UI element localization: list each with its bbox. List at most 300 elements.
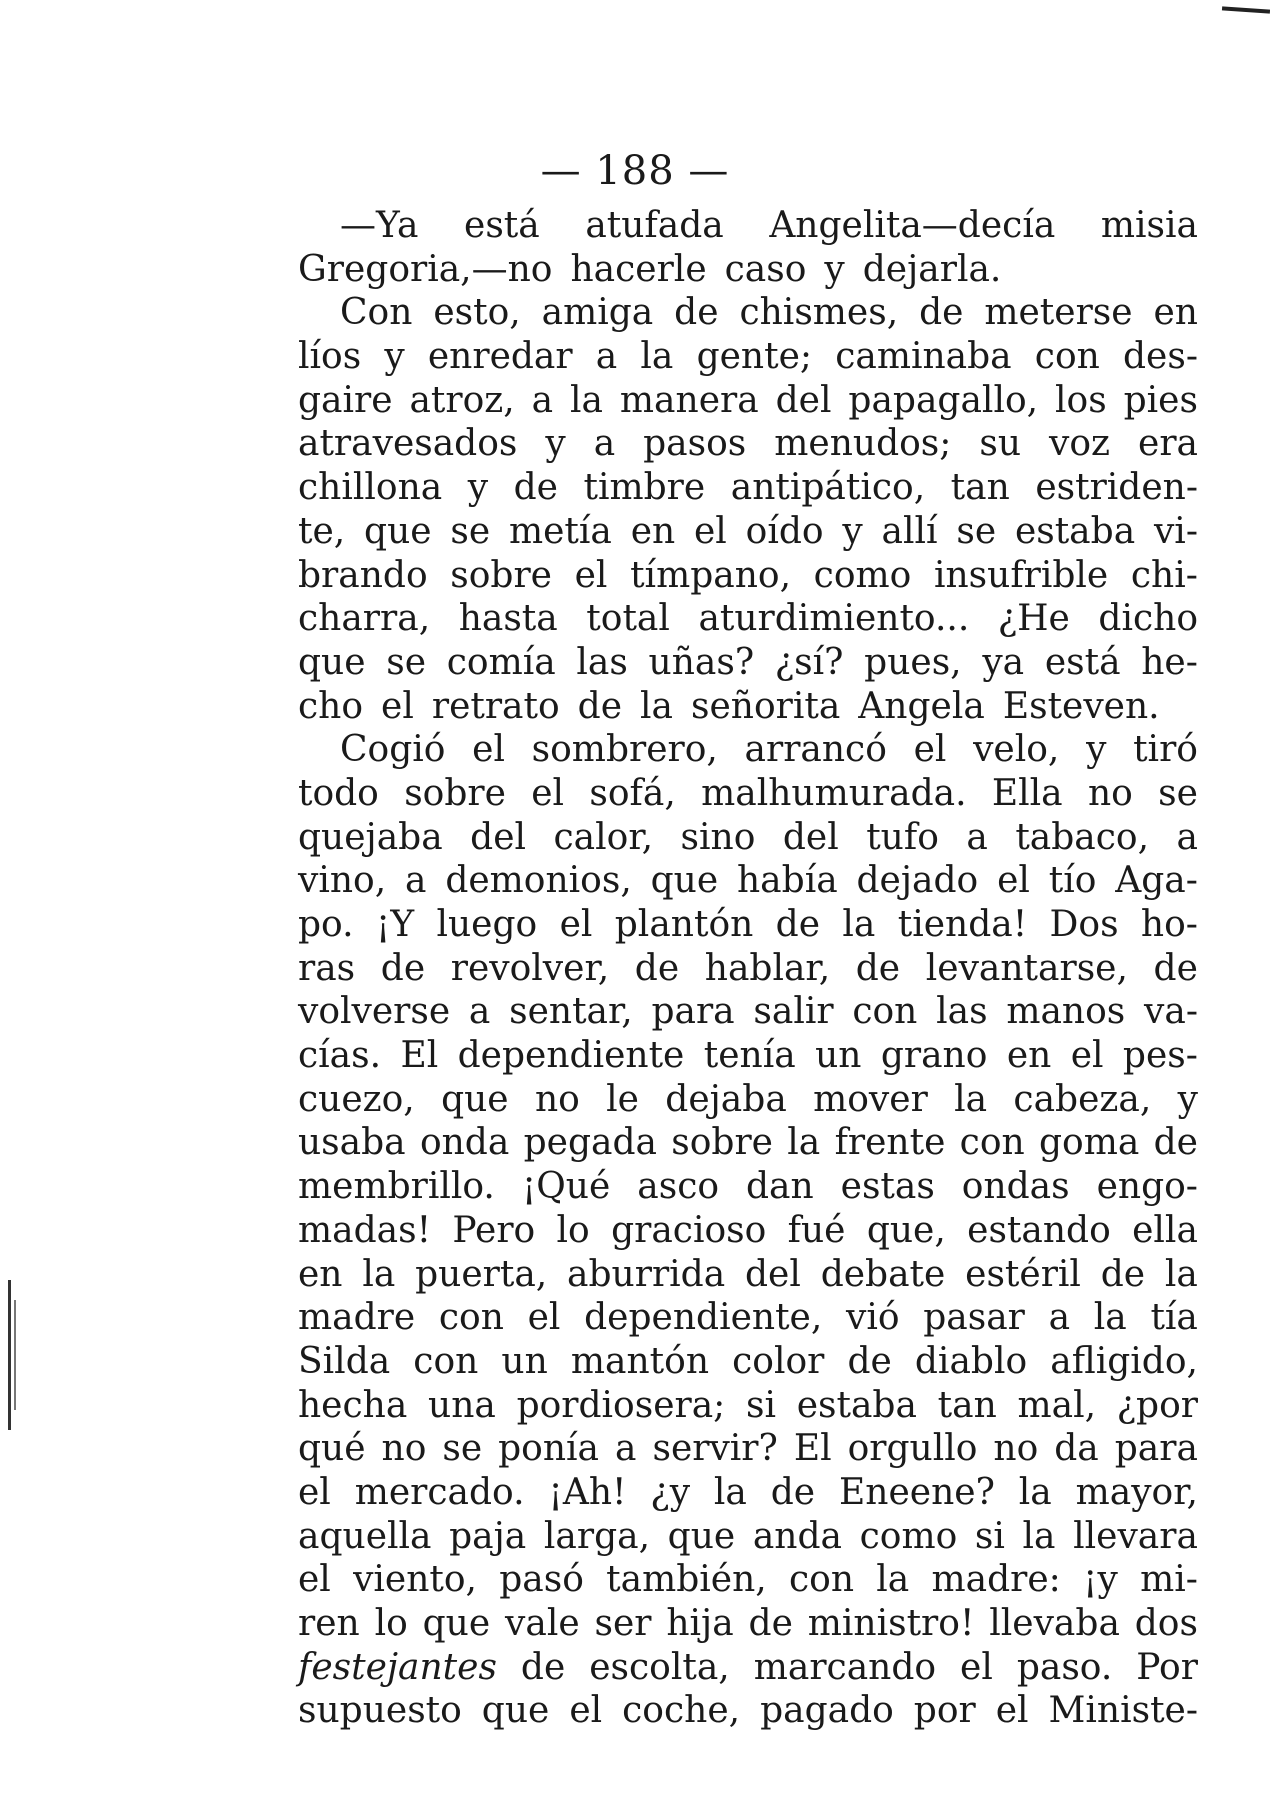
word: madas! bbox=[298, 1209, 432, 1251]
word: el bbox=[531, 772, 565, 814]
word: metía bbox=[508, 510, 612, 552]
word: El bbox=[793, 1428, 832, 1470]
word: el bbox=[569, 1690, 603, 1732]
word: atroz, bbox=[409, 379, 515, 421]
word: a bbox=[1048, 1297, 1071, 1339]
word: Dos bbox=[1049, 904, 1119, 945]
word: el bbox=[559, 904, 593, 945]
word: dos bbox=[1134, 1603, 1198, 1644]
word: atufada bbox=[585, 205, 724, 246]
word: de bbox=[855, 947, 901, 989]
word: señorita bbox=[691, 685, 841, 727]
word: que bbox=[422, 1603, 491, 1644]
word: mayor, bbox=[1075, 1471, 1198, 1513]
word: si bbox=[746, 1384, 777, 1426]
word: la bbox=[842, 904, 876, 945]
word: hija bbox=[666, 1603, 734, 1644]
word: volverse bbox=[298, 991, 451, 1033]
word: festejantes bbox=[298, 1646, 497, 1688]
word: de bbox=[748, 1603, 793, 1644]
word: tabaco, bbox=[1015, 816, 1150, 858]
text-line bbox=[298, 1034, 1198, 1078]
text-line bbox=[298, 1602, 1198, 1646]
word: ¿He bbox=[997, 598, 1070, 640]
word: estaba bbox=[1014, 510, 1136, 552]
word: para bbox=[651, 991, 735, 1033]
word: del bbox=[782, 816, 839, 858]
word: ¿sí? bbox=[774, 641, 844, 683]
word: a bbox=[966, 816, 988, 858]
word: meterse bbox=[984, 292, 1133, 334]
word: de bbox=[770, 1471, 816, 1513]
text-line bbox=[298, 859, 1198, 903]
word: para bbox=[1114, 1428, 1198, 1470]
word: qué bbox=[298, 1428, 366, 1470]
word: la bbox=[640, 685, 673, 727]
word: la bbox=[713, 1471, 747, 1513]
word: retrato bbox=[431, 685, 560, 727]
text-line bbox=[298, 1558, 1198, 1602]
word: un bbox=[501, 1340, 548, 1382]
text-line bbox=[298, 1689, 1198, 1733]
word: a bbox=[531, 379, 554, 421]
text-line bbox=[298, 816, 1198, 860]
word: ministro! bbox=[807, 1603, 975, 1644]
word: un bbox=[815, 1035, 862, 1077]
word: gente; bbox=[696, 336, 813, 378]
word: plantón bbox=[614, 904, 754, 945]
word: tío bbox=[1048, 860, 1097, 902]
text-line bbox=[298, 1165, 1198, 1209]
word: el bbox=[472, 729, 505, 771]
word: cabeza, bbox=[1013, 1078, 1152, 1120]
word: de bbox=[674, 292, 719, 334]
word: Ministe- bbox=[1048, 1690, 1198, 1732]
word: de bbox=[577, 685, 623, 727]
word: orgullo bbox=[847, 1428, 978, 1470]
word: que bbox=[364, 510, 432, 552]
word: atravesados bbox=[298, 423, 518, 465]
word: calor, bbox=[553, 816, 654, 858]
word: pegada bbox=[523, 1122, 657, 1164]
word: gaire bbox=[298, 379, 393, 421]
word: se bbox=[956, 510, 997, 552]
word: caso bbox=[724, 248, 807, 290]
word: fué bbox=[787, 1209, 846, 1251]
word: Silda bbox=[298, 1340, 391, 1382]
word: comía bbox=[446, 641, 556, 683]
word: sobre bbox=[404, 772, 506, 814]
text-line bbox=[298, 1384, 1198, 1428]
word: en bbox=[630, 510, 676, 552]
word: la bbox=[954, 1078, 988, 1120]
word: y bbox=[824, 248, 845, 290]
word: cuezo, bbox=[298, 1078, 415, 1120]
text-line bbox=[298, 1646, 1198, 1690]
text-line bbox=[298, 335, 1198, 379]
word: y bbox=[1177, 1078, 1198, 1120]
word: no bbox=[993, 1428, 1039, 1470]
word: aburrida bbox=[567, 1253, 726, 1295]
word: la bbox=[876, 1559, 910, 1601]
word: sino bbox=[680, 816, 756, 858]
word: del bbox=[745, 1253, 801, 1295]
word: amiga bbox=[541, 292, 654, 334]
word: sobre bbox=[671, 1122, 773, 1164]
word: la bbox=[362, 1253, 396, 1295]
word: charra, bbox=[298, 598, 431, 640]
word: el bbox=[995, 1690, 1029, 1732]
word: manera bbox=[619, 379, 759, 421]
word: onda bbox=[419, 1122, 510, 1164]
word: el bbox=[1070, 1035, 1104, 1077]
word: no bbox=[1087, 772, 1133, 814]
word: y bbox=[467, 467, 489, 509]
word: dejaba bbox=[665, 1078, 787, 1120]
word: Por bbox=[1136, 1646, 1198, 1688]
word: enredar bbox=[427, 336, 573, 378]
word: la bbox=[1093, 1297, 1127, 1339]
word: va- bbox=[1144, 991, 1198, 1033]
word: pasar bbox=[923, 1297, 1025, 1339]
text-line bbox=[298, 379, 1198, 423]
text-line bbox=[298, 1471, 1198, 1515]
word: con bbox=[438, 1297, 504, 1339]
word: revolver, bbox=[450, 947, 610, 989]
word: a bbox=[405, 860, 427, 902]
word: Angela bbox=[858, 685, 985, 727]
word: si bbox=[974, 1515, 1005, 1557]
word: pes- bbox=[1122, 1035, 1198, 1077]
word: da bbox=[1054, 1428, 1099, 1470]
word: ser bbox=[594, 1603, 652, 1644]
word: allí bbox=[881, 510, 938, 552]
word: a bbox=[593, 423, 616, 465]
word: engo- bbox=[1096, 1166, 1198, 1208]
word: malhumurada. bbox=[701, 772, 967, 814]
word: arrancó bbox=[744, 729, 887, 771]
word: quejaba bbox=[298, 816, 443, 858]
word: como bbox=[813, 554, 912, 596]
word: ¿y bbox=[650, 1471, 691, 1513]
word: en bbox=[1153, 292, 1198, 334]
word: ya bbox=[982, 641, 1025, 683]
word: menudos; bbox=[774, 423, 952, 465]
word: sobre bbox=[450, 554, 552, 596]
word: diablo bbox=[914, 1340, 1028, 1382]
word: chi- bbox=[1130, 554, 1198, 596]
word: estriden- bbox=[1035, 467, 1198, 509]
word: voz bbox=[1049, 423, 1111, 465]
text-line bbox=[298, 1515, 1198, 1559]
word: de bbox=[520, 1646, 566, 1688]
word: la bbox=[1022, 1515, 1056, 1557]
word: con bbox=[413, 1340, 479, 1382]
word: ren bbox=[298, 1603, 360, 1644]
word: con bbox=[1034, 336, 1100, 378]
word: tía bbox=[1150, 1297, 1198, 1339]
word: de bbox=[634, 947, 680, 989]
word: vi- bbox=[1153, 510, 1198, 552]
word: gracioso bbox=[611, 1209, 767, 1251]
word: está bbox=[1044, 641, 1121, 683]
word: que, bbox=[866, 1209, 946, 1251]
word: de bbox=[847, 1340, 892, 1382]
word: pies bbox=[1123, 379, 1198, 421]
scan-margin-mark-faint bbox=[14, 1300, 16, 1410]
text-line bbox=[298, 641, 1198, 685]
page-number: — 188 — bbox=[540, 148, 730, 194]
word: vino, bbox=[298, 860, 387, 902]
word: a bbox=[468, 991, 491, 1033]
word: el bbox=[298, 1559, 331, 1601]
word: usaba bbox=[298, 1122, 406, 1164]
word: el bbox=[997, 860, 1030, 902]
word: y bbox=[1086, 729, 1107, 771]
body-text bbox=[298, 204, 1198, 1733]
text-line bbox=[298, 903, 1198, 947]
word: se bbox=[450, 510, 491, 552]
word: frente bbox=[834, 1122, 946, 1164]
word: de bbox=[1100, 1253, 1146, 1295]
word: y bbox=[384, 336, 405, 378]
word: hasta bbox=[458, 598, 558, 640]
word: asco bbox=[637, 1166, 720, 1208]
word: pordiosera; bbox=[516, 1384, 726, 1426]
word: de bbox=[1153, 947, 1198, 989]
word: no bbox=[381, 1428, 427, 1470]
word: llevaba bbox=[989, 1603, 1120, 1644]
word: ¡Y bbox=[375, 904, 415, 945]
word: mercado. bbox=[354, 1471, 525, 1513]
word: que bbox=[667, 1515, 736, 1557]
word: mantón bbox=[570, 1340, 710, 1382]
word: cías. bbox=[298, 1035, 382, 1077]
word: por bbox=[913, 1690, 976, 1732]
word: he- bbox=[1141, 641, 1198, 683]
word: como bbox=[859, 1515, 958, 1557]
word: vale bbox=[505, 1603, 580, 1644]
word: del bbox=[470, 816, 527, 858]
word: paso. bbox=[1016, 1646, 1113, 1688]
word: hecha bbox=[298, 1384, 408, 1426]
word: las bbox=[576, 641, 628, 683]
word: mover bbox=[813, 1078, 928, 1120]
word: luego bbox=[436, 904, 538, 945]
word: color bbox=[732, 1340, 825, 1382]
word: paja bbox=[449, 1515, 527, 1557]
word: cho bbox=[298, 685, 364, 727]
word: de bbox=[919, 292, 964, 334]
word: dependiente bbox=[457, 1035, 685, 1077]
word: tímpano, bbox=[630, 554, 792, 596]
word: grano bbox=[880, 1035, 988, 1077]
word: ¡Ah! bbox=[548, 1471, 627, 1513]
word: sofá, bbox=[589, 772, 676, 814]
word: antipático, bbox=[730, 467, 926, 509]
word: a bbox=[595, 336, 618, 378]
word: en bbox=[298, 1253, 343, 1295]
word: sombrero, bbox=[531, 729, 718, 771]
word: estas bbox=[840, 1166, 935, 1208]
word: timbre bbox=[583, 467, 706, 509]
word: la bbox=[787, 1122, 821, 1164]
word: chismes, bbox=[739, 292, 899, 334]
word: salir bbox=[753, 991, 834, 1033]
word: tiró bbox=[1133, 729, 1198, 771]
scan-edge-mark bbox=[1222, 6, 1270, 13]
word: dicho bbox=[1098, 598, 1198, 640]
word: también, bbox=[606, 1559, 767, 1601]
word: caminaba bbox=[835, 336, 1012, 378]
word: el bbox=[913, 729, 947, 771]
word: uñas? bbox=[648, 641, 755, 683]
word: estéril bbox=[965, 1253, 1081, 1295]
text-line bbox=[298, 1427, 1198, 1471]
word: con bbox=[852, 991, 918, 1033]
word: lo bbox=[374, 1603, 408, 1644]
word: esto, bbox=[433, 292, 521, 334]
word: la bbox=[1018, 1471, 1052, 1513]
word: insufrible bbox=[933, 554, 1109, 596]
word: mi- bbox=[1140, 1559, 1198, 1601]
text-line bbox=[298, 685, 1198, 729]
word: membrillo. bbox=[298, 1166, 495, 1208]
word: brando bbox=[298, 554, 428, 596]
word: papagallo, bbox=[848, 379, 1039, 421]
text-line bbox=[298, 510, 1198, 554]
word: aturdimiento... bbox=[698, 598, 970, 640]
word: llevara bbox=[1073, 1515, 1198, 1557]
word: pagado bbox=[760, 1690, 894, 1732]
word: hablar, bbox=[704, 947, 831, 989]
word: tan bbox=[950, 467, 1010, 509]
word: el bbox=[574, 554, 608, 596]
word: oído bbox=[745, 510, 824, 552]
word: ¡Qué bbox=[521, 1166, 611, 1208]
word: pasó bbox=[499, 1559, 584, 1601]
word: Cogió bbox=[340, 729, 446, 771]
word: Con bbox=[340, 292, 413, 334]
text-line bbox=[298, 728, 1198, 772]
word: te, bbox=[298, 510, 346, 552]
word: manos bbox=[1006, 991, 1126, 1033]
word: su bbox=[979, 423, 1022, 465]
word: que bbox=[441, 1078, 509, 1120]
word: de bbox=[380, 947, 426, 989]
word: pasos bbox=[643, 423, 747, 465]
word: de bbox=[1153, 1122, 1198, 1164]
text-line bbox=[298, 1121, 1198, 1165]
word: aquella bbox=[298, 1515, 432, 1557]
word: con bbox=[959, 1122, 1025, 1164]
word: de bbox=[513, 467, 558, 509]
scan-margin-mark bbox=[8, 1280, 11, 1430]
word: a bbox=[615, 1428, 637, 1470]
word: y bbox=[545, 423, 566, 465]
text-line bbox=[298, 554, 1198, 598]
word: tan bbox=[937, 1384, 997, 1426]
word: marcando bbox=[753, 1646, 937, 1688]
word: ondas bbox=[961, 1166, 1070, 1208]
word: ponía bbox=[498, 1428, 600, 1470]
text-line bbox=[298, 1078, 1198, 1122]
word: Eneene? bbox=[839, 1471, 995, 1513]
word: el bbox=[960, 1646, 993, 1688]
word: estando bbox=[967, 1209, 1111, 1251]
word: había bbox=[737, 860, 838, 902]
word: estaba bbox=[796, 1384, 917, 1426]
word: ¡y bbox=[1083, 1559, 1118, 1601]
text-line bbox=[298, 291, 1198, 335]
text-line bbox=[298, 204, 1198, 248]
word: vió bbox=[846, 1297, 900, 1339]
word: chillona bbox=[298, 467, 443, 509]
word: madre: bbox=[931, 1559, 1061, 1601]
word: los bbox=[1055, 379, 1107, 421]
word: la bbox=[1164, 1253, 1198, 1295]
word: ho- bbox=[1140, 904, 1198, 945]
text-line bbox=[298, 772, 1198, 816]
text-line bbox=[298, 947, 1198, 991]
word: demonios, bbox=[445, 860, 632, 902]
word: Angelita—decía bbox=[769, 205, 1056, 246]
word: Ella bbox=[991, 772, 1063, 814]
word: está bbox=[464, 205, 540, 246]
word: las bbox=[936, 991, 988, 1033]
word: Esteven. bbox=[1002, 685, 1160, 727]
word: que bbox=[481, 1690, 550, 1732]
word: escolta, bbox=[589, 1646, 730, 1688]
word: con bbox=[788, 1559, 855, 1601]
word: puerta, bbox=[415, 1253, 548, 1295]
text-line bbox=[298, 990, 1198, 1034]
word: sentar, bbox=[509, 991, 633, 1033]
text-line bbox=[298, 597, 1198, 641]
text-line bbox=[298, 248, 1198, 292]
word: el bbox=[381, 685, 414, 727]
word: viento, bbox=[353, 1559, 478, 1601]
word: pues, bbox=[864, 641, 962, 683]
word: de bbox=[775, 904, 821, 945]
word: el bbox=[298, 1471, 331, 1513]
word: se bbox=[1158, 772, 1198, 814]
word: lo bbox=[556, 1209, 590, 1251]
word: servir? bbox=[652, 1428, 778, 1470]
word: misia bbox=[1100, 205, 1198, 246]
word: po. bbox=[298, 904, 354, 945]
word: dejarla. bbox=[862, 248, 1002, 290]
word: velo, bbox=[973, 729, 1060, 771]
word: a bbox=[1176, 816, 1198, 858]
word: y bbox=[842, 510, 863, 552]
word: todo bbox=[298, 772, 379, 814]
word: que bbox=[650, 860, 719, 902]
word: goma bbox=[1039, 1122, 1140, 1164]
word: El bbox=[400, 1035, 439, 1077]
word: Gregoria,—no bbox=[298, 248, 553, 290]
word: coche, bbox=[622, 1690, 741, 1732]
text-line bbox=[298, 422, 1198, 466]
word: des- bbox=[1123, 336, 1198, 378]
word: le bbox=[606, 1078, 639, 1120]
word: ella bbox=[1132, 1209, 1198, 1251]
word: madre bbox=[298, 1297, 416, 1339]
word: total bbox=[586, 598, 670, 640]
word: Pero bbox=[452, 1209, 536, 1251]
word: no bbox=[534, 1078, 580, 1120]
word: afligido, bbox=[1050, 1340, 1198, 1382]
